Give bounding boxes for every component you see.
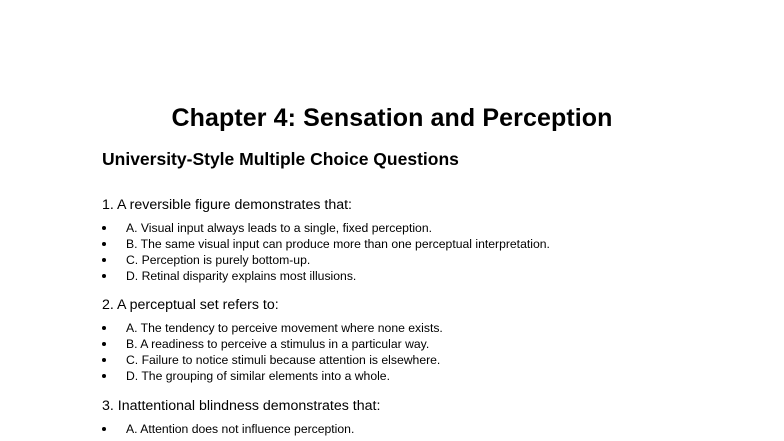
option-text: D. Retinal disparity explains most illusions. bbox=[126, 269, 357, 283]
option-text: B. A readiness to perceive a stimulus in a particular way. bbox=[126, 337, 430, 351]
question-stem: 1. A reversible figure demonstrates that: bbox=[102, 197, 352, 213]
option-item bbox=[102, 268, 762, 284]
question-2 bbox=[102, 295, 762, 384]
bullet-icon bbox=[102, 242, 106, 246]
section-heading: University-Style Multiple Choice Questions bbox=[102, 149, 459, 169]
option-text: B. The same visual input can produce more than one perceptual interpretation. bbox=[126, 237, 550, 251]
bullet-icon bbox=[102, 258, 106, 262]
option-text: C. Failure to notice stimuli because attention is elsewhere. bbox=[126, 353, 441, 367]
option-text: A. Attention does not influence perception. bbox=[126, 422, 355, 436]
question-stem: 3. Inattentional blindness demonstrates that: bbox=[102, 398, 381, 414]
option-item bbox=[102, 421, 762, 437]
option-list bbox=[102, 421, 762, 437]
document-title: Chapter 4: Sensation and Perception bbox=[171, 104, 613, 132]
option-list bbox=[102, 220, 762, 284]
bullet-icon bbox=[102, 274, 106, 278]
bullet-icon bbox=[102, 226, 106, 230]
option-text: C. Perception is purely bottom-up. bbox=[126, 253, 311, 267]
bullet-icon bbox=[102, 358, 106, 362]
option-text: A. The tendency to perceive movement where none exists. bbox=[126, 321, 443, 335]
option-item bbox=[102, 252, 762, 268]
option-item bbox=[102, 320, 762, 336]
option-item bbox=[102, 336, 762, 352]
option-list bbox=[102, 320, 762, 384]
bullet-icon bbox=[102, 427, 106, 431]
option-item bbox=[102, 220, 762, 236]
option-item bbox=[102, 352, 762, 368]
option-item bbox=[102, 236, 762, 252]
bullet-icon bbox=[102, 374, 106, 378]
option-item bbox=[102, 368, 762, 384]
question-1 bbox=[102, 195, 762, 284]
option-text: D. The grouping of similar elements into a whole. bbox=[126, 369, 390, 383]
bullet-icon bbox=[102, 342, 106, 346]
question-stem: 2. A perceptual set refers to: bbox=[102, 297, 279, 313]
option-text: A. Visual input always leads to a single, fixed perception. bbox=[126, 221, 432, 235]
question-3 bbox=[102, 396, 762, 437]
bullet-icon bbox=[102, 326, 106, 330]
